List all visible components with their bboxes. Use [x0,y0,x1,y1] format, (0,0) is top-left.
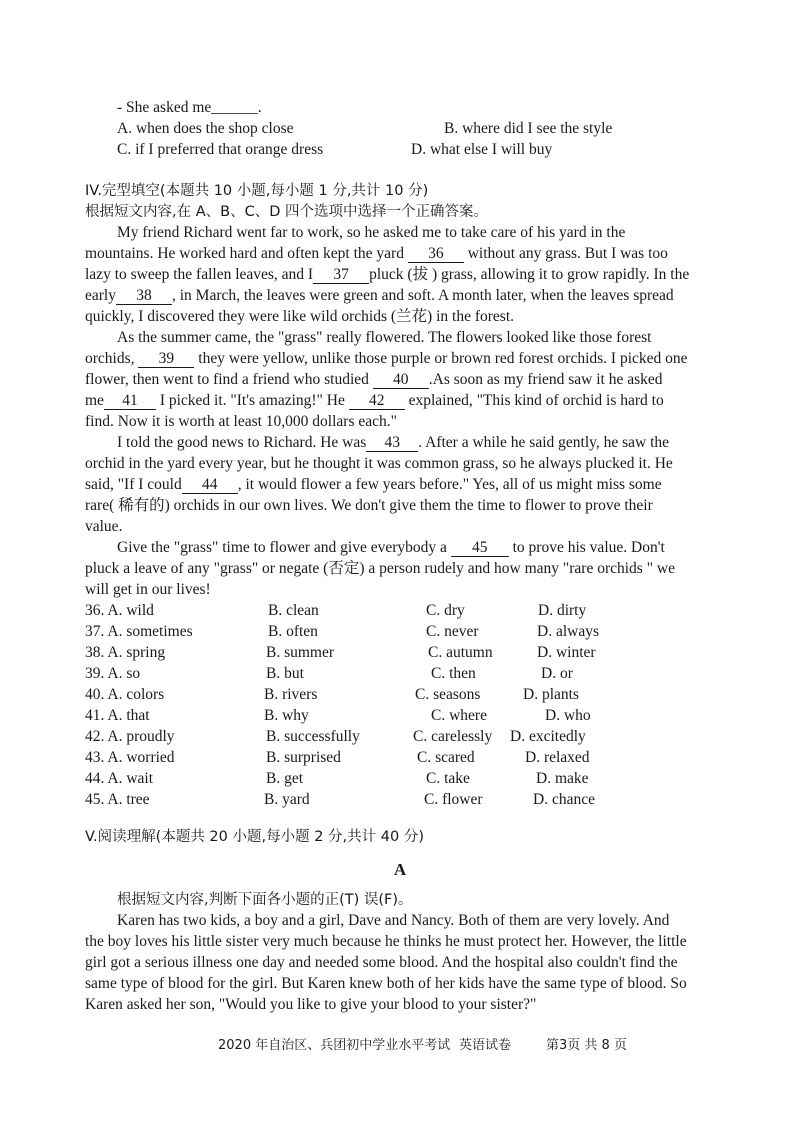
option-b: B. clean [268,602,319,619]
blank-38[interactable]: 38 [116,287,172,305]
option-q: 41. A. that [85,707,150,724]
passage-line: find. Now it is worth at least 10,000 dollars each." [85,413,397,430]
option-q: 37. A. sometimes [85,623,193,640]
passage-line: orchid in the yard every year, but he thought it was common grass, so he always plucked it. He [85,455,673,472]
option-c: C. carelessly [413,728,493,745]
passage-line: the boy loves his little sister very much because he thinks he must protect her. However, the little [85,933,687,950]
blank-40[interactable]: 40 [373,371,429,389]
option-c: C. take [426,770,470,787]
blank-39[interactable]: 39 [138,350,194,368]
option-b: B. surprised [266,749,341,766]
option-q: 40. A. colors [85,686,165,703]
passage-line: said, "If I could 44 , it would flower a few years before." Yes, all of us might miss some [85,476,662,493]
option-d: D. excitedly [510,728,586,745]
option-c: C. flower [424,791,483,808]
option-d: D. make [536,770,589,787]
passage-line: rare( 稀有的) orchids in our own lives. We don't give them the time to flower to prove their [85,497,653,514]
section-iv-heading: IV.完型填空(本题共 10 小题,每小题 1 分,共计 10 分) [85,183,429,199]
option-d: D. always [537,623,599,640]
option-q: 44. A. wait [85,770,154,787]
passage-line: flower, then went to find a friend who studied 40 .As soon as my friend saw it he asked [85,371,663,388]
option-b: B. often [268,623,318,640]
q35-option-b: B. where did I see the style [444,120,613,137]
option-b: B. successfully [266,728,360,745]
option-b: B. but [266,665,304,682]
passage-a-title: A [393,860,407,879]
option-c: C. autumn [428,644,493,661]
blank-37[interactable]: 37 [313,266,369,284]
passage-line: Karen has two kids, a boy and a girl, Dave and Nancy. Both of them are very lovely. And [117,912,670,929]
passage-line: will get in our lives! [85,581,211,598]
section-iv-instruction: 根据短文内容,在 A、B、C、D 四个选项中选择一个正确答案。 [85,204,488,220]
blank-45[interactable]: 45 [451,539,509,557]
blank-41[interactable]: 41 [104,392,156,410]
q35-option-a: A. when does the shop close [117,120,294,137]
option-c: C. dry [426,602,465,619]
option-c: C. scared [417,749,475,766]
option-q: 43. A. worried [85,749,175,766]
option-q: 36. A. wild [85,602,154,619]
option-c: C. then [431,665,476,682]
option-d: D. relaxed [525,749,590,766]
passage-line: girl got a serious illness one day and needed some blood. And the hospital also couldn't find the [85,954,678,971]
passage-line: same type of blood for the girl. But Karen knew both of her kids have the same type of blood. So [85,975,687,992]
footer-exam-name: 2020 年自治区、兵团初中学业水平考试 [218,1038,451,1053]
q35-option-d: D. what else I will buy [411,141,553,158]
option-b: B. rivers [264,686,318,703]
blank-42[interactable]: 42 [349,392,405,410]
option-c: C. seasons [415,686,481,703]
q35-option-c: C. if I preferred that orange dress [117,141,324,158]
option-d: D. or [541,665,573,682]
passage-line: I told the good news to Richard. He was 43 . After a while he said gently, he saw the [117,434,670,451]
passage-line: As the summer came, the "grass" really flowered. The flowers looked like those forest [117,329,652,346]
passage-line: lazy to sweep the fallen leaves, and I 37 pluck (拔 ) grass, allowing it to grow rapidly. In the [85,266,690,283]
passage-line: me 41 I picked it. "It's amazing!" He 42 explained, "This kind of orchid is hard to [85,392,664,409]
option-d: D. dirty [538,602,587,619]
passage-line: Give the "grass" time to flower and give everybody a 45 to prove his value. Don't [117,539,665,556]
blank-36[interactable]: 36 [408,245,464,263]
passage-line: My friend Richard went far to work, so he asked me to take care of his yard in the [117,224,626,241]
blank-43[interactable]: 43 [366,434,418,452]
footer-page-number: 第3页 共 8 页 [546,1038,627,1053]
option-q: 39. A. so [85,665,141,682]
section-v-instruction: 根据短文内容,判断下面各小题的正(T) 误(F)。 [117,892,413,908]
passage-line: value. [85,518,123,535]
footer-subject: 英语试卷 [459,1038,512,1053]
blank-44[interactable]: 44 [182,476,238,494]
option-b: B. get [266,770,304,787]
passage-line: orchids, 39 they were yellow, unlike those purple or brown red forest orchids. I picked one [85,350,688,367]
option-b: B. why [264,707,309,724]
passage-line: quickly, I discovered they were like wild orchids (兰花) in the forest. [85,308,514,325]
option-d: D. chance [533,791,595,808]
option-c: C. never [426,623,479,640]
option-c: C. where [431,707,487,724]
option-d: D. who [545,707,591,724]
option-q: 38. A. spring [85,644,166,661]
section-v-heading: V.阅读理解(本题共 20 小题,每小题 2 分,共计 40 分) [85,829,424,845]
passage-line: pluck a leave of any "grass" or negate (否定) a person rudely and how many "rare orchids " we [85,560,675,577]
option-q: 42. A. proudly [85,728,175,745]
passage-line: early 38 , in March, the leaves were green and soft. A month later, when the leaves spread [85,287,674,304]
option-d: D. plants [523,686,579,703]
option-d: D. winter [537,644,596,661]
q35-stem: - She asked me______. [117,99,262,116]
passage-line: mountains. He worked hard and often kept the yard 36 without any grass. But I was too [85,245,668,262]
option-q: 45. A. tree [85,791,150,808]
option-b: B. yard [264,791,310,808]
passage-line: Karen asked her son, "Would you like to give your blood to your sister?" [85,996,537,1013]
option-b: B. summer [266,644,335,661]
